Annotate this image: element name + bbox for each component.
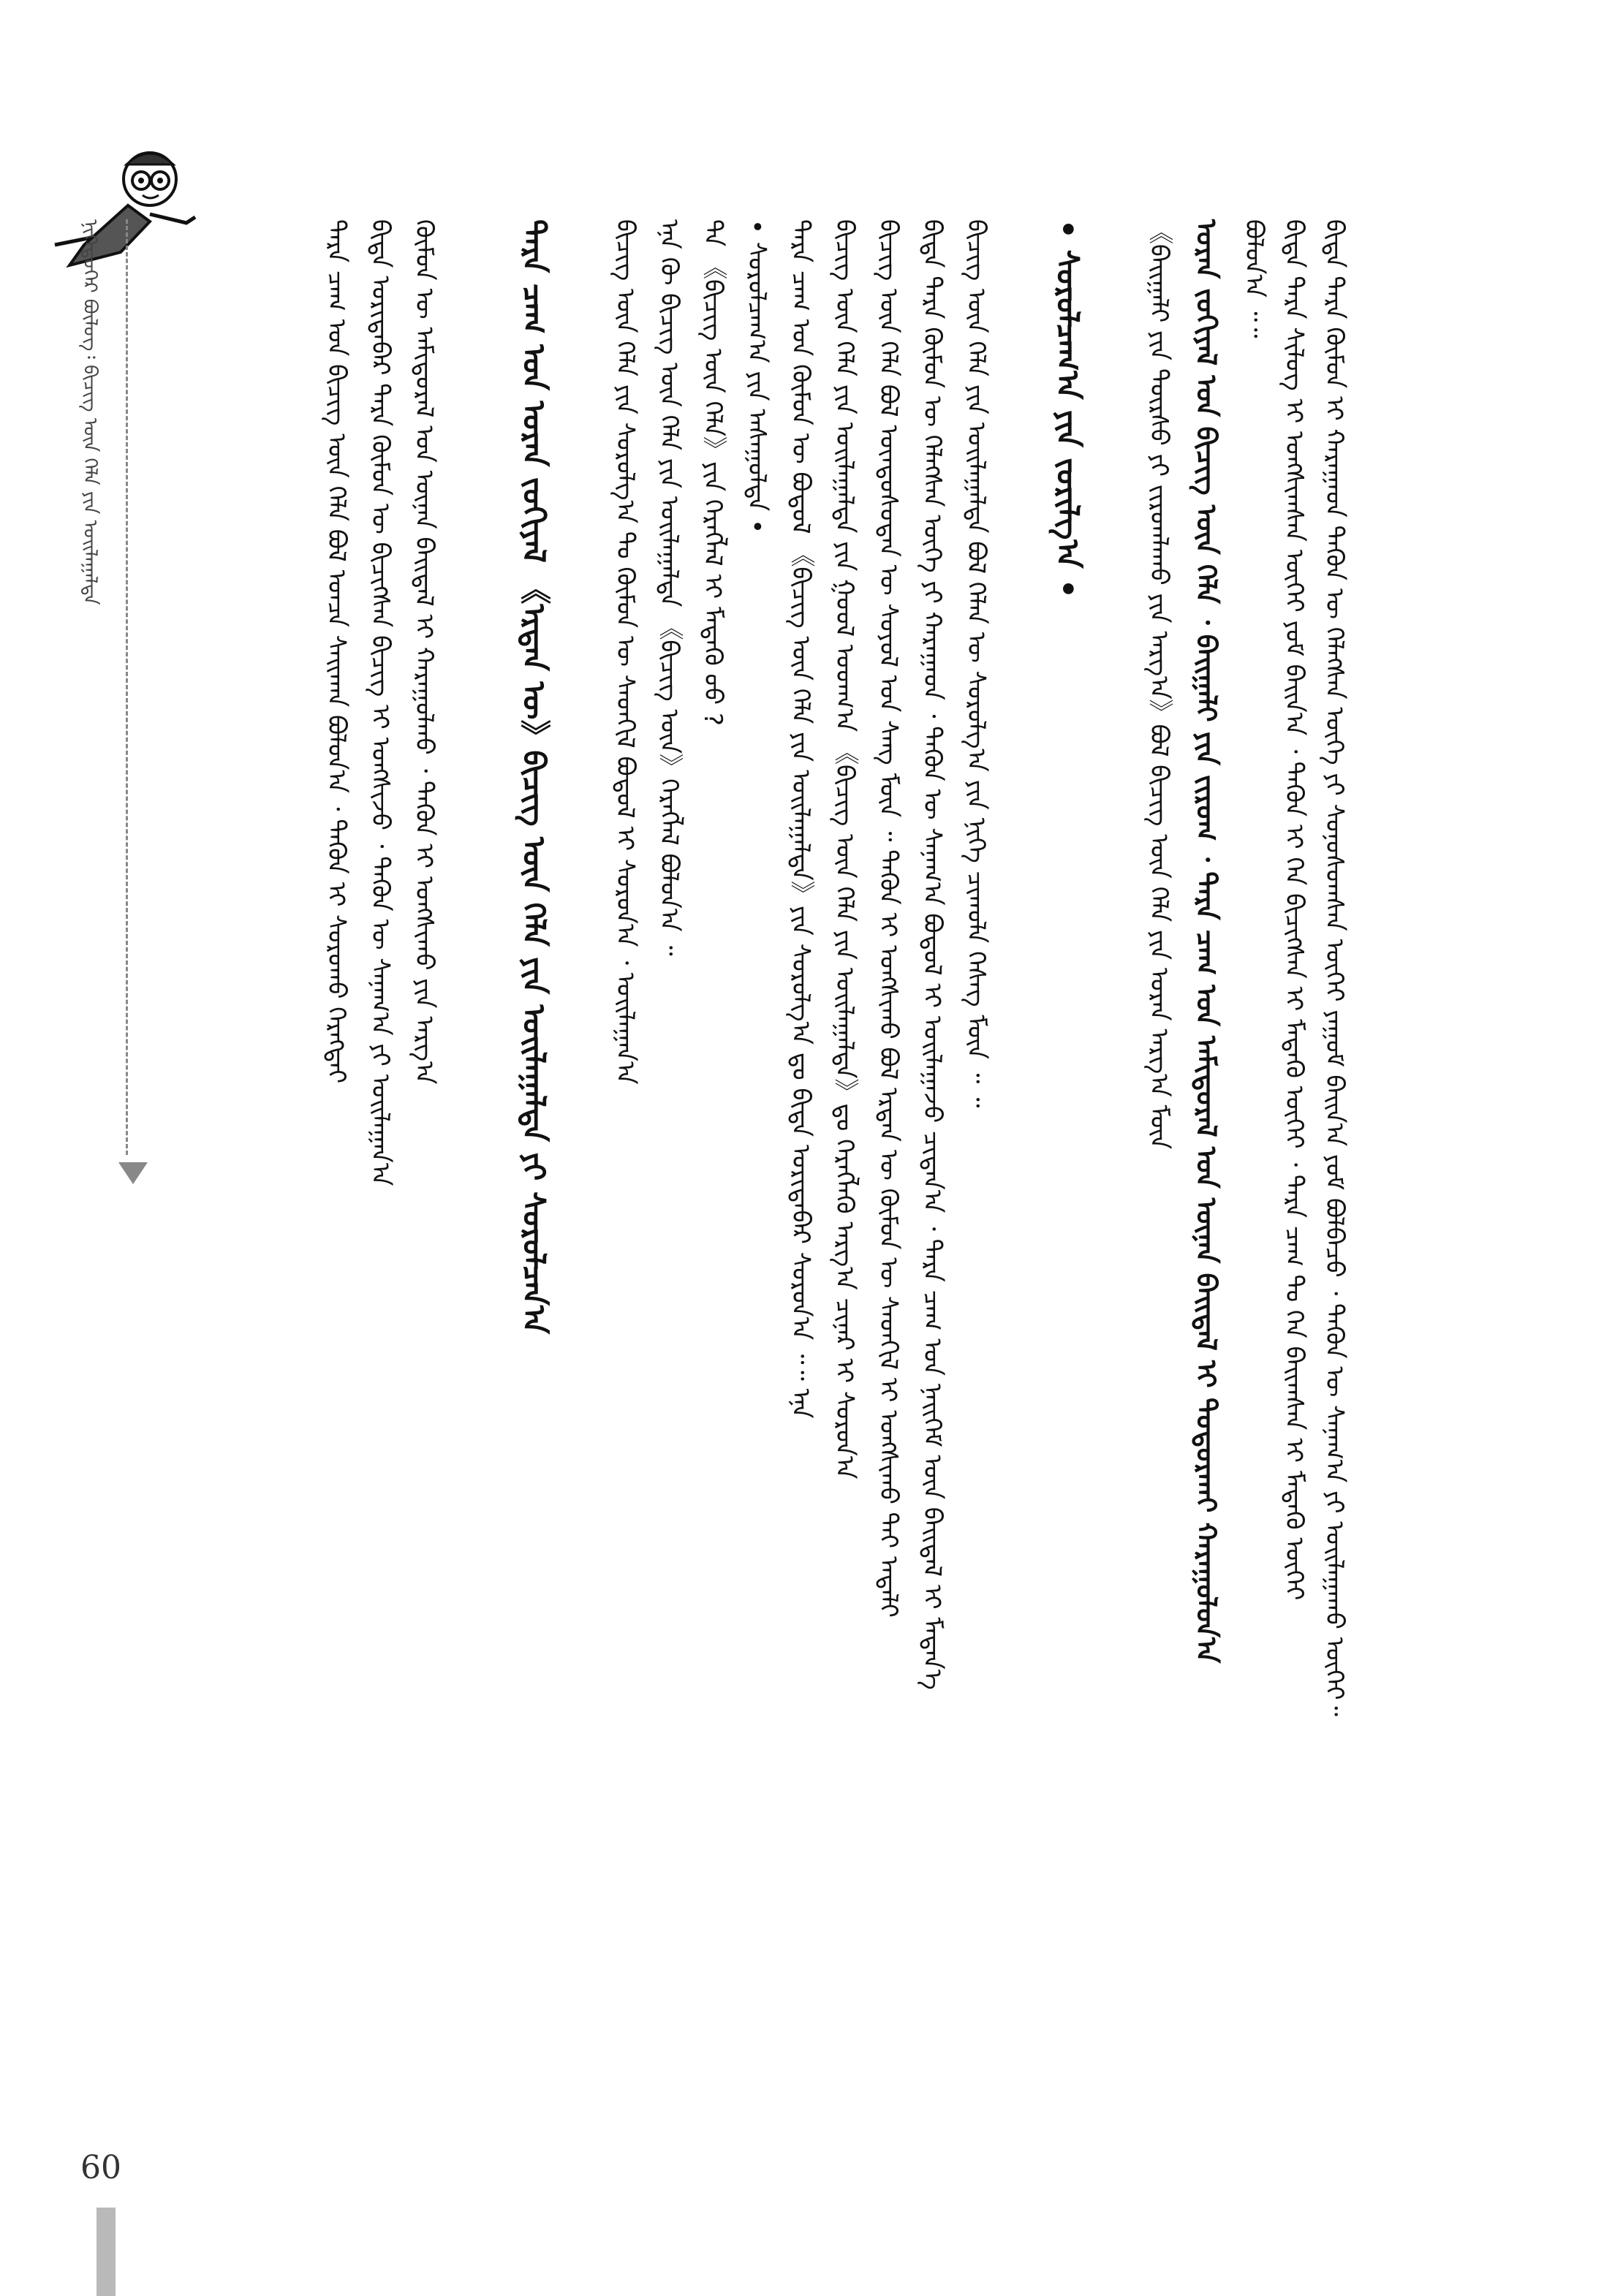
text-column: ᠪᠢᠳᠡ ᠲᠡᠷᠡ ᠬᠦᠮᠦᠨ ᠦ ᠬᠡᠯᠡᠭᠰᠡᠨ ᠦᠭᠡ ᠶᠢ ᠬᠠᠷᠠᠭᠠᠳ ᠂ ᠲᠡᠭᠦᠨ ᠦ ᠰᠠᠨᠠᠭ᠎ᠠ ᠪᠣᠳᠤᠯ ᠢ ᠣᠢᠯᠠᠭᠠᠵᠤ ᠴᠢᠳᠠᠨ᠎ᠠ ᠂ ᠲᠡᠷᠡ ᠴᠠᠭ ᠤᠨ ᠨᠡᠢᠭᠡᠮ ᠦᠨ ᠪᠠᠢᠳᠠᠯ ᠢ ᠮᠡᠳᠡᠨ᠎ᠡ <box>918 219 947 1690</box>
text-column: • ᠰᠤᠷᠤᠯᠴᠠᠭ᠎ᠠ ᠶᠢᠨ ᠠᠰᠠᠭᠤᠯᠲᠠ • <box>742 219 771 534</box>
text-column: ᠪᠢᠳᠡ ᠲᠡᠷᠡ ᠰᠢᠯᠦᠭ ᠢ ᠤᠩᠰᠢᠭᠰᠠᠨ ᠦᠭᠡᠢ ᠶᠤᠮ ᠪᠠᠢᠨ᠎ᠠ ᠂ ᠲᠡᠭᠦᠨ ᠢ ᠬᠡᠨ ᠪᠢᠴᠢᠭᠰᠡᠨ ᠢ ᠮᠡᠳᠡᠬᠦ ᠦᠭᠡᠢ ᠂ ᠲᠡᠷᠡ ᠴᠠᠭ ᠲᠤ ᠬᠡᠨ ᠪᠠᠢᠭᠰᠠᠨ ᠢ ᠮᠡᠳᠡᠬᠦ ᠦᠭᠡᠢ <box>1279 219 1309 1601</box>
text-column: ᠲᠡᠷᠡ ᠴᠠᠭ ᠤᠨ ᠬᠦᠮᠦᠨ ᠦ ᠪᠣᠳᠤᠯ 《ᠪᠢᠴᠢᠭ ᠦᠨ ᠬᠡᠯᠡ ᠶᠢᠨ ᠤᠢᠯᠠᠭᠠᠯᠲᠠ》ᠶᠢᠨ ᠰᠤᠷᠤᠯᠭ᠎ᠠ ᠳᠤ ᠪᠢᠳᠡ ᠤᠷᠢᠳᠠᠪᠠᠷ ᠰᠤᠷᠤᠨ᠎ᠠ ᠃᠃ ᠡᠨᠡ <box>786 219 815 1419</box>
running-head: ᠨᠢᠭᠡᠳᠦᠭᠡᠷ ᠪᠦᠯᠦᠭ᠄ ᠪᠢᠴᠢᠭ ᠦᠨ ᠬᠡᠯᠡ ᠶᠢᠨ ᠤᠢᠯᠠᠭᠠᠯᠲᠠ <box>79 219 101 605</box>
text-column: ᠪᠢᠳᠡ ᠲᠡᠷᠡ ᠬᠦᠮᠦᠨ ᠢ ᠬᠠᠷᠠᠭᠠᠳ ᠲᠡᠭᠦᠨ ᠦ ᠬᠡᠯᠡᠭᠰᠡᠨ ᠦᠭᠡ ᠶᠢ ᠰᠣᠨᠣᠰᠣᠭᠰᠠᠨ ᠦᠭᠡᠢ ᠶᠠᠭᠤᠮ ᠪᠠᠢᠨ᠎ᠠ ᠶᠤᠮ ᠪᠣᠯᠪᠠᠴᠤ ᠂ ᠲᠡᠭᠦᠨ ᠦ ᠰᠠᠨᠠᠭ᠎ᠠ ᠶᠢ ᠣᠢᠯᠠᠭᠠᠬᠤ ᠦᠭᠡᠢ᠃ <box>1320 219 1349 1716</box>
text-column-bold: ᠤᠷᠠᠨ ᠵᠣᠬᠢᠶᠠᠯ ᠤᠨ ᠪᠢᠴᠢᠭ ᠦᠨ ᠬᠡᠯᠡ ᠂ ᠪᠠᠢᠭᠠᠯᠢ ᠶᠢᠨ ᠵᠢᠷᠤᠭ ᠂ ᠲᠡᠷᠡ ᠴᠠᠭ ᠤᠨ ᠠᠮᠢᠳᠤᠷᠠᠯ ᠤᠨ ᠦᠨᠡᠨ ᠪᠠᠢᠳᠠᠯ ᠢ ᠲᠣᠳᠤᠷᠬᠠᠢ ᠬᠠᠷᠠᠭᠤᠯᠤᠨ᠎ᠠ <box>1190 219 1222 1664</box>
page-number: 60 <box>80 2149 121 2186</box>
text-column: 《ᠪᠠᠢᠭᠠᠯᠢ ᠶᠢᠨ ᠳᠦᠷᠰᠦ ᠶᠢ ᠵᠢᠷᠤᠭᠯᠠᠬᠤ ᠶᠢᠨ ᠠᠷᠭ᠎ᠠ》ᠪᠣᠯ ᠪᠢᠴᠢᠭ ᠦᠨ ᠬᠡᠯᠡ ᠶᠢᠨ ᠤᠷᠠᠨ ᠠᠷᠭ᠎ᠠ ᠮᠥᠨ <box>1144 219 1173 1150</box>
text-column: ᠪᠢᠴᠢᠭ ᠦᠨ ᠬᠡᠯᠡ ᠶᠢᠨ ᠤᠢᠯᠠᠭᠠᠯᠲᠠ ᠶᠢᠨ ᠭᠣᠣᠯ ᠤᠳᠬ᠎ᠠ 《ᠪᠢᠴᠢᠭ ᠦᠨ ᠬᠡᠯᠡ ᠶᠢᠨ ᠤᠢᠯᠠᠭᠠᠯᠲᠠ》ᠳᠤ ᠬᠡᠷᠡᠭᠯᠡᠬᠦ ᠠᠷᠭ᠎ᠠ ᠴᠢᠨᠠᠷ ᠢ ᠰᠤᠷᠤᠨ᠎ᠠ <box>830 219 859 1479</box>
running-head-divider <box>126 219 128 1155</box>
text-column: ᠪᠣᠯᠤᠨ᠎ᠠ ᠃᠃ <box>1239 219 1268 338</box>
triangle-marker-icon <box>118 1162 148 1184</box>
text-column: ᠪᠢᠴᠢᠭ ᠦᠨ ᠬᠡᠯᠡ ᠶᠢᠨ ᠰᠤᠷᠤᠯᠭ᠎ᠠ ᠲᠤ ᠬᠦᠮᠦᠨ ᠦ ᠰᠡᠳᠬᠢᠯ ᠪᠣᠳᠤᠯ ᠢ ᠰᠤᠷᠤᠨ᠎ᠠ ᠂ ᠤᠢᠯᠠᠭᠠᠨ᠎ᠠ <box>610 219 640 1085</box>
text-column: ᠬᠦᠮᠦᠨ ᠦ ᠠᠮᠢᠳᠤᠷᠠᠯ ᠤᠨ ᠦᠨᠡᠨ ᠪᠠᠢᠳᠠᠯ ᠢ ᠬᠠᠷᠠᠭᠤᠯᠬᠤ ᠂ ᠲᠡᠭᠦᠨ ᠢ ᠤᠩᠰᠢᠬᠤ ᠶᠢᠨ ᠠᠷᠭ᠎ᠠ <box>409 219 439 1085</box>
section-heading: ᠲᠡᠷᠡ ᠴᠠᠭ ᠤᠨ ᠤᠷᠠᠨ ᠵᠣᠬᠢᠶᠠᠯ 《ᠡᠷᠲᠡᠨ ᠦ》ᠪᠢᠴᠢᠭ ᠦᠨ ᠬᠡᠯᠡ ᠶᠢᠨ ᠤᠢᠯᠠᠭᠠᠯᠲᠠ ᠶᠢ ᠰᠤᠷᠤᠯᠴᠠᠨ᠎ᠠ <box>516 219 552 1334</box>
section-heading: • ᠰᠤᠷᠤᠯᠴᠠᠭ᠎ᠠ ᠶᠢᠨ ᠵᠣᠷᠢᠯᠭ᠎ᠠ • <box>1050 219 1086 599</box>
text-column: ᠪᠢᠳᠡ ᠤᠷᠢᠳᠠᠪᠠᠷ ᠲᠡᠷᠡ ᠬᠦᠮᠦᠨ ᠦ ᠪᠢᠴᠢᠭᠰᠡᠨ ᠪᠢᠴᠢᠭ ᠢ ᠤᠩᠰᠢᠵᠤ ᠂ ᠲᠡᠭᠦᠨ ᠦ ᠰᠠᠨᠠᠭ᠎ᠠ ᠶᠢ ᠣᠢᠯᠠᠭᠠᠨ᠎ᠠ <box>366 219 395 1186</box>
text-column: ᠪᠢᠴᠢᠭ ᠦᠨ ᠬᠡᠯᠡ ᠪᠣᠯ ᠦᠨᠳᠦᠰᠦᠲᠡᠨ ᠦ ᠰᠣᠶᠣᠯ ᠤᠨ ᠰᠠᠩ ᠮᠥᠨ ᠃ ᠲᠡᠭᠦᠨ ᠢ ᠤᠩᠰᠢᠬᠤ ᠪᠣᠯ ᠡᠷᠲᠡᠨ ᠦ ᠬᠦᠮᠦᠨ ᠦ ᠰᠡᠳᠬᠢᠯ ᠢ ᠤᠩᠰᠢᠬᠤ ᠲᠠᠢ ᠠᠳᠠᠯᠢ <box>874 219 903 1618</box>
page-edge-bar <box>97 2208 116 2296</box>
text-column: ᠲᠠ 《ᠪᠢᠴᠢᠭ ᠦᠨ ᠬᠡᠯᠡ》ᠶᠢᠨ ᠬᠡᠷᠡᠭᠯᠡᠯ ᠢ ᠮᠡᠳᠡᠬᠦ ᠦᠦ ? <box>698 219 727 726</box>
text-column: ᠪᠢᠴᠢᠭ ᠦᠨ ᠬᠡᠯᠡ ᠶᠢᠨ ᠤᠢᠯᠠᠭᠠᠯᠲᠠ ᠪᠣᠯ ᠬᠡᠯᠡᠨ ᠦ ᠰᠤᠷᠤᠯᠭ᠎ᠠ ᠶᠢᠨ ᠨᠢᠭᠡ ᠴᠢᠬᠤᠯᠠ ᠬᠡᠰᠡᠭ ᠮᠥᠨ ᠃ ᠃ <box>961 219 991 1108</box>
text-column: ᠡᠨᠡ ᠬᠦ ᠪᠢᠴᠢᠭ ᠦᠨ ᠬᠡᠯᠡ ᠶᠢᠨ ᠤᠢᠯᠠᠭᠠᠯᠲᠠ 《ᠪᠢᠴᠢᠭ ᠦᠨ》ᠬᠡᠷᠡᠭᠯᠡᠯ ᠪᠣᠯᠤᠨ᠎ᠠ ᠃ <box>654 219 684 956</box>
mascot-illustration <box>40 135 201 274</box>
text-column: ᠲᠡᠷᠡ ᠴᠠᠭ ᠤᠨ ᠪᠢᠴᠢᠭ ᠦᠨ ᠬᠡᠯᠡ ᠪᠣᠯ ᠣᠨᠴᠠ ᠰᠠᠢᠬᠠᠨ ᠪᠣᠯᠤᠨ᠎ᠠ ᠂ ᠲᠡᠭᠦᠨ ᠢ ᠰᠤᠷᠤᠬᠤ ᠬᠡᠷᠡᠭᠲᠡᠢ <box>322 219 351 1084</box>
